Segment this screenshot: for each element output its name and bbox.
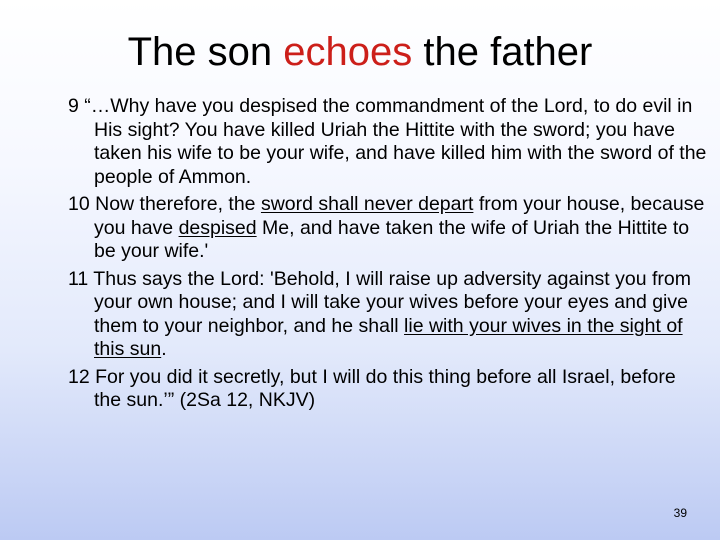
title-text-end: the father <box>412 30 593 74</box>
verse-9 <box>68 95 708 189</box>
verse-12-text: 12 For you did it secretly, but I will do this thing before all Israel, before the sun.’” (2Sa 12, NKJV) <box>68 365 676 411</box>
verse-12 <box>68 366 708 413</box>
scripture-passage <box>68 95 708 417</box>
verse-11 <box>68 268 708 362</box>
title-text-start: The son <box>127 30 284 74</box>
page-number: 39 <box>673 506 687 520</box>
verse-11-text-1: 11 Thus says the Lord: 'Behold, I will raise up adversity against you from your own house; and I will take your wives before your eyes and give them to your neighbor, and he shall <box>68 267 691 337</box>
verse-10-text-2: from your house, because you have <box>94 193 705 239</box>
verse-11-text-2: . <box>161 338 167 360</box>
verse-11-underlined: lie with your wives in the sight of this sun <box>94 314 683 360</box>
slide-title <box>0 28 720 76</box>
verse-9-text: 9 “…Why have you despised the commandment of the Lord, to do evil in His sight? You have killed Uriah the Hittite with the sword; you have taken his wife to be your wife, and have killed him with the sword of the people of Ammon. <box>68 95 707 188</box>
verse-10-underlined-1: sword shall never depart <box>260 193 474 215</box>
verse-10-text-1: 10 Now therefore, the <box>68 193 261 215</box>
verse-10-text-3: Me, and have taken the wife of Uriah the Hittite to be your wife.' <box>94 216 690 262</box>
verse-10 <box>68 193 708 264</box>
verse-10-underlined-2: despised <box>178 216 257 239</box>
title-accent-word: echoes <box>283 30 413 74</box>
